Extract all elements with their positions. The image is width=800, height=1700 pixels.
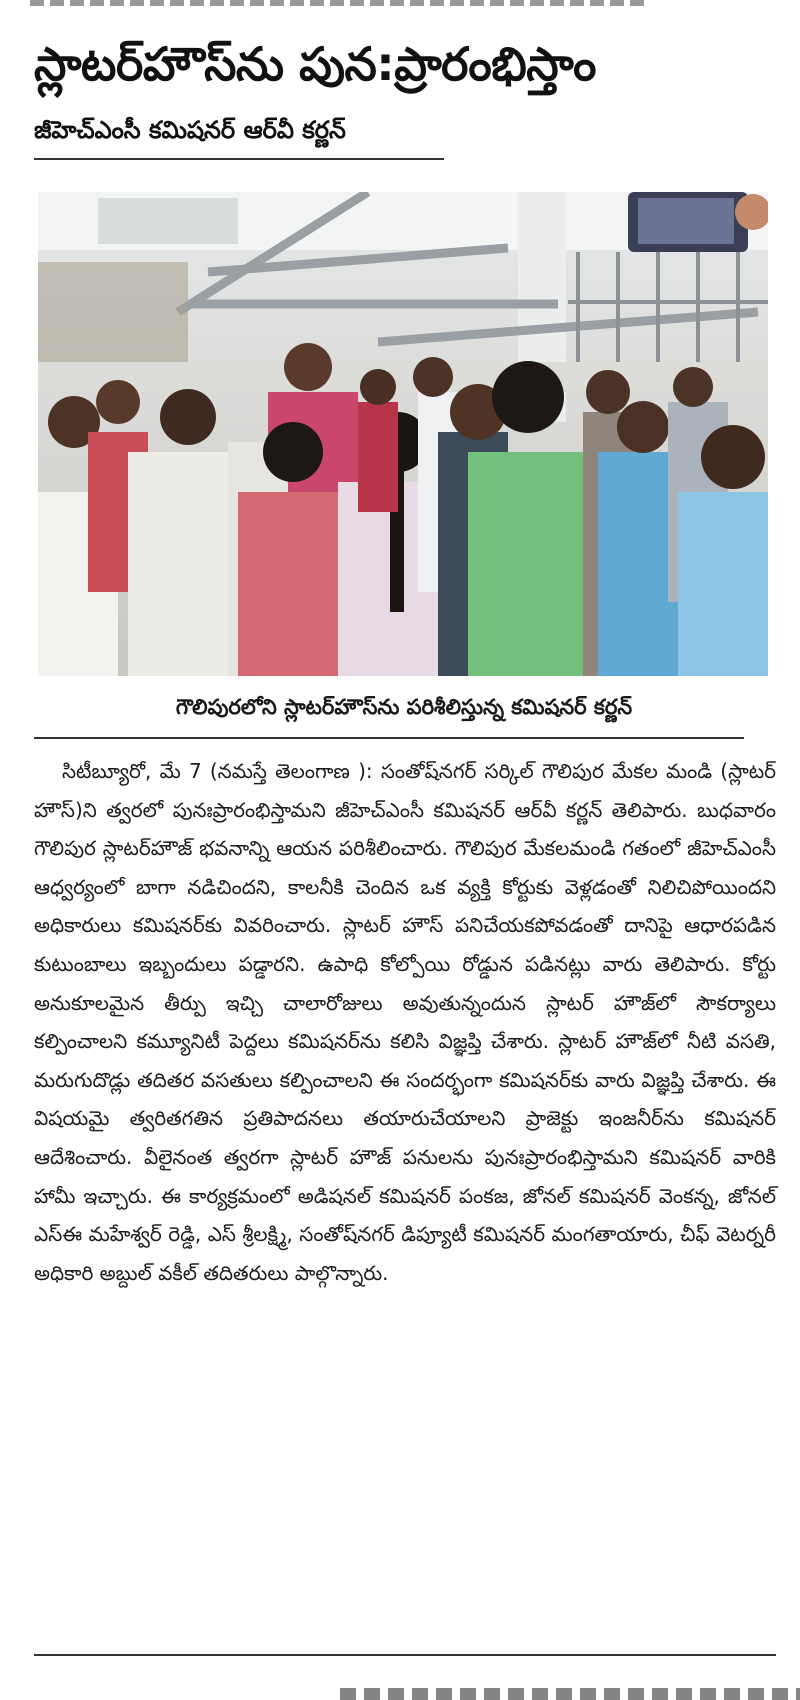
subheadline-underline (34, 158, 444, 160)
article-end-rule (34, 1654, 776, 1656)
article-body: సిటీబ్యూరో, మే 7 (నమస్తే తెలంగాణ ): సంతోష్‌నగర్ సర్కిల్ గౌలిపుర మేకల మండి (స్లాటర్ హౌస్)ని త్వరలో పునఃప్రారంభిస్తామని జీహెచ్‌ఎంసీ కమిషనర్ ఆర్‌వీ కర్ణన్ తెలిపారు. బుధవారం గౌలిపుర స్లాటర్‌హౌజ్ భవనాన్ని ఆయన పరిశీలించారు. గౌలిపుర మేకలమండి గతంలో జీహెచ్‌ఎంసీ ఆధ్వర్యంలో బాగా నడిచిందని, కాలనీకి చెందిన ఒక వ్యక్తి కోర్టుకు వెళ్లడంతో నిలిచిపోయిందని అధికారులు కమిషనర్‌కు వివరించారు. స్లాటర్ హౌస్ పనిచేయకపోవడంతో దానిపై ఆధారపడిన కుటుంబాలు ఇబ్బందులు పడ్డారని. ఉపాధి కోల్పోయి రోడ్డున పడినట్లు వారు తెలిపారు. కోర్టు అనుకూలమైన తీర్పు ఇచ్చి చాలారోజులు అవుతున్నందున స్లాటర్ హౌజ్‌లో సౌకర్యాలు కల్పించాలని కమ్యూనిటీ పెద్దలు కమిషనర్‌ను కలిసి విజ్ఞప్తి చేశారు. స్లాటర్ హౌజ్‌లో నీటి వసతి, మరుగుదొడ్లు తదితర వసతులు కల్పించాలని ఈ సందర్భంగా కమిషనర్‌కు వారు విజ్ఞప్తి చేశారు. ఈ విషయమై త్వరితగతిన ప్రతిపాదనలు తయారుచేయాలని ప్రాజెక్టు ఇంజనీర్‌ను కమిషనర్ ఆదేశించారు. వీలైనంత త్వరగా స్లాటర్ హౌజ్ పనులను పునఃప్రారంభిస్తామని కమిషనర్ వారికి హామీ ఇచ్చారు. ఈ కార్యక్రమంలో అడిషనల్ కమిషనర్ పంకజ, జోనల్ కమిషనర్ వెంకన్న, జోనల్ ఎస్ఈ మహేశ్వర్ రెడ్డి, ఎస్ శ్రీలక్ష్మి, సంతోష్‌నగర్ డిప్యూటీ కమిషనర్ మంగతాయారు, చీఫ్ వెటర్నరీ అధికారి అబ్దుల్ వకీల్ తదితరులు పాల్గొన్నారు. (34, 759, 776, 1285)
previous-article-fragment (30, 0, 650, 6)
article-photo (38, 192, 768, 676)
caption-underline (34, 737, 744, 739)
article-headline: స్లాటర్‌హౌస్‌ను పున:ప్రారంభిస్తాం (34, 37, 596, 91)
photo-illustration (38, 192, 768, 676)
article-subheadline: జీహెచ్‌ఎంసీ కమిషనర్ ఆర్‌వీ కర్ణన్ (34, 116, 346, 144)
photo-caption: గౌలిపురలోని స్లాటర్‌హౌస్‌ను పరిశీలిస్తున్న కమిషనర్ కర్ణన్ (175, 695, 633, 719)
next-article-fragment (340, 1688, 800, 1700)
